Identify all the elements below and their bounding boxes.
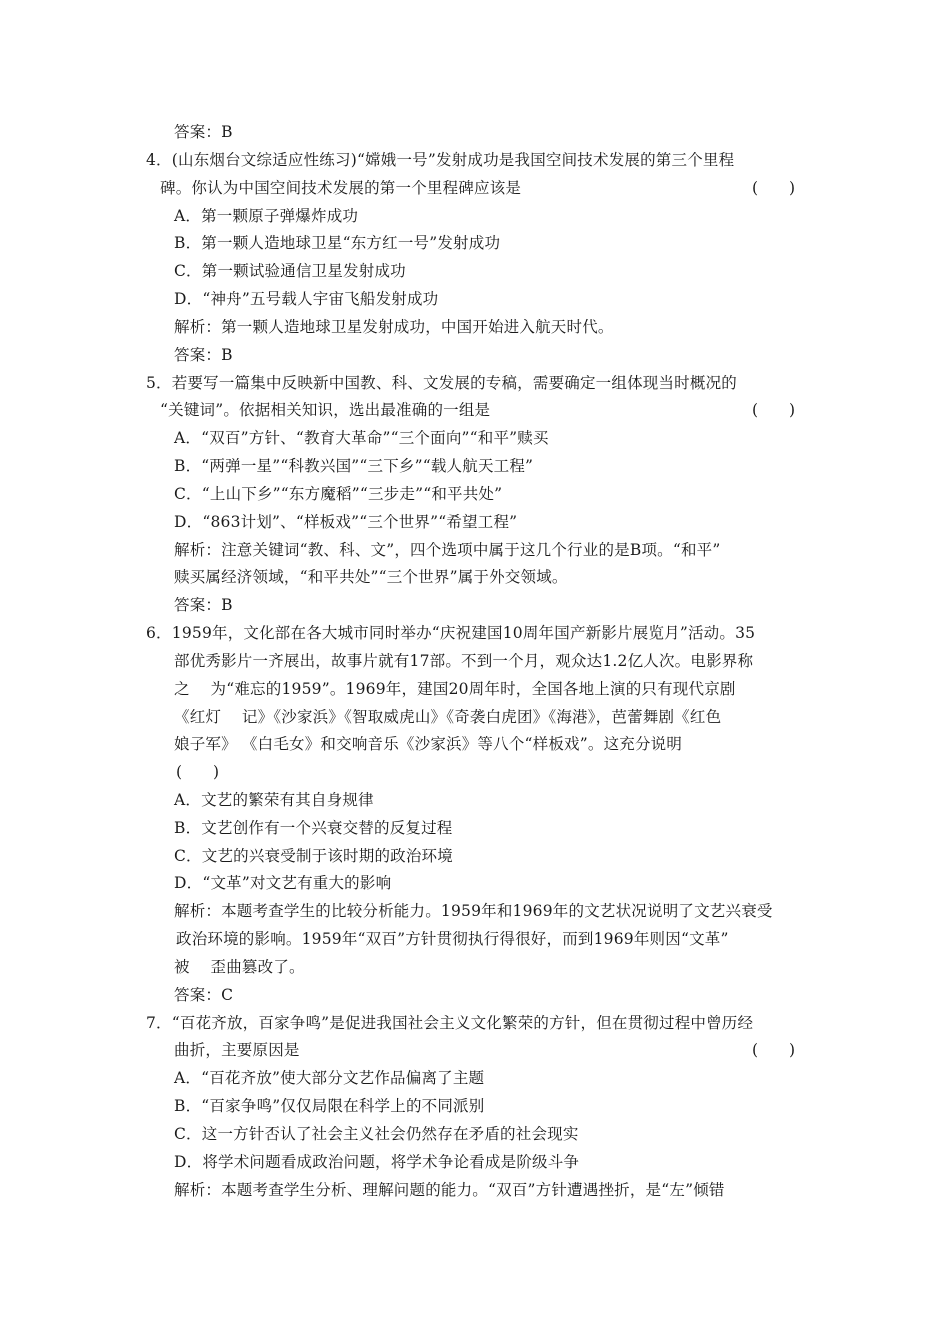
q4-option-b: B．第一颗人造地球卫星“东方红一号”发射成功: [174, 234, 501, 252]
q5-analysis-line2: 赎买属经济领域，“和平共处”“三个世界”属于外交领域。: [174, 568, 568, 586]
q5-analysis-line1: 解析：注意关键词“教、科、文”，四个选项中属于这几个行业的是B项。“和平”: [174, 541, 721, 559]
q6-answer: 答案：C: [174, 986, 234, 1004]
q7-analysis-line1: 解析：本题考查学生分析、理解问题的能力。“双百”方针遭遇挫折，是“左”倾错: [174, 1181, 725, 1199]
q5-stem-line1: 5．若要写一篇集中反映新中国教、科、文发展的专稿，需要确定一组体现当时概况的: [146, 374, 737, 392]
q6-analysis-line2: 政治环境的影响。1959年“双百”方针贯彻执行得很好，而到1969年则因“文革”: [176, 930, 729, 948]
q5-answer: 答案：B: [174, 596, 233, 614]
q6-analysis-line3: 被 歪曲篡改了。: [174, 958, 305, 976]
q6-stem-line2: 部优秀影片一齐展出，故事片就有17部。不到一个月，观众达1.2亿人次。电影界称: [174, 652, 754, 670]
q7-option-b: B．“百家争鸣”仅仅局限在科学上的不同派别: [174, 1097, 485, 1115]
q5-option-c: C．“上山下乡”“东方魔稻”“三步走”“和平共处”: [174, 485, 503, 503]
q7-stem-line2: 曲折，主要原因是: [174, 1041, 300, 1059]
q6-option-d: D．“文革”对文艺有重大的影响: [174, 874, 392, 892]
q7-option-a: A．“百花齐放”使大部分文艺作品偏离了主题: [174, 1069, 485, 1087]
q5-answer-blank: ( ): [752, 401, 796, 419]
q7-answer-blank: ( ): [752, 1041, 796, 1059]
q3-answer: 答案：B: [174, 123, 233, 141]
q7-stem-line1: 7．“百花齐放，百家争鸣”是促进我国社会主义文化繁荣的方针，但在贯彻过程中曾历经: [146, 1014, 754, 1032]
q6-option-b: B．文艺创作有一个兴衰交替的反复过程: [174, 819, 453, 837]
q6-stem-line5: 娘子军》 《白毛女》和交响音乐《沙家浜》等八个“样板戏”。这充分说明: [174, 735, 683, 753]
q4-answer-blank: ( ): [752, 179, 796, 197]
q4-option-d: D．“神舟”五号载人宇宙飞船发射成功: [174, 290, 439, 308]
q6-answer-blank: ( ): [176, 763, 220, 781]
q6-analysis-line1: 解析：本题考查学生的比较分析能力。1959年和1969年的文艺状况说明了文艺兴衰受: [174, 902, 773, 920]
q4-stem-line2: 碑。你认为中国空间技术发展的第一个里程碑应该是: [160, 179, 522, 197]
q4-answer: 答案：B: [174, 346, 233, 364]
q5-stem-line2: “关键词”。依据相关知识，选出最准确的一组是: [160, 401, 491, 419]
q5-option-b: B．“两弹一星”“科教兴国”“三下乡”“载人航天工程”: [174, 457, 534, 475]
q4-analysis: 解析：第一颗人造地球卫星发射成功，中国开始进入航天时代。: [174, 318, 614, 336]
q6-option-a: A．文艺的繁荣有其自身规律: [174, 791, 374, 809]
q6-stem-line3: 之 为“难忘的1959”。1969年，建国20周年时，全国各地上演的只有现代京剧: [174, 680, 736, 698]
q6-stem-line1: 6．1959年，文化部在各大城市同时举办“庆祝建国10周年国产新影片展览月”活动。35: [146, 624, 756, 642]
q5-option-d: D．“863计划”、“样板戏”“三个世界”“希望工程”: [174, 513, 518, 531]
q6-stem-line4: 《红灯 记》《沙家浜》《智取威虎山》《奇袭白虎团》《海港》，芭蕾舞剧《红色: [174, 708, 722, 726]
q7-option-d: D．将学术问题看成政治问题，将学术争论看成是阶级斗争: [174, 1153, 580, 1171]
q7-option-c: C．这一方针否认了社会主义社会仍然存在矛盾的社会现实: [174, 1125, 579, 1143]
q5-option-a: A．“双百”方针、“教育大革命”“三个面向”“和平”赎买: [174, 429, 549, 447]
q4-stem-line1: 4．(山东烟台文综适应性练习)“嫦娥一号”发射成功是我国空间技术发展的第三个里程: [146, 151, 735, 169]
q4-option-a: A．第一颗原子弹爆炸成功: [174, 207, 359, 225]
q4-option-c: C．第一颗试验通信卫星发射成功: [174, 262, 406, 280]
q6-option-c: C．文艺的兴衰受制于该时期的政治环境: [174, 847, 453, 865]
